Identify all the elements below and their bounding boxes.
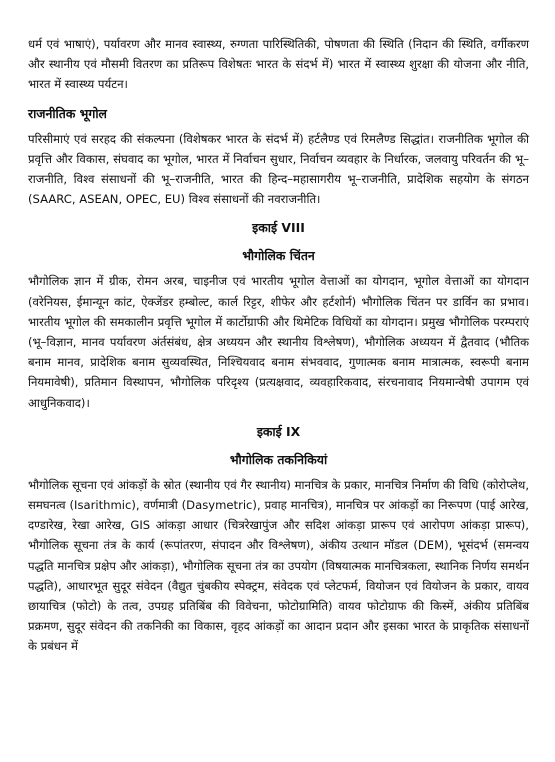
unit-8-paragraph: भौगोलिक ज्ञान में ग्रीक, रोमन अरब, चाइनीज एवं भारतीय भूगोल वेत्ताओं का योगदान, भूगोल वेत्ताओं का योगदान (वरेनियस, ईमान्यून कांट, ऐक्जेंडर हम्बोल्ट, कार्ल रिट्टर, शीफेर और हर्टशोर्न) भौगोलिक चिंतन पर डार्विन का प्रभाव। भारतीय भूगोल की समकालीन प्रवृत्ति भूगोल में कार्टोग्राफी और थिमेटिक विधियों का योगदान। प्रमुख भौगोलिक परम्पराएं (भू–विज्ञान, मानव पर्यावरण अंर्तसंबंध, क्षेत्र अध्ययन और स्थानीय विश्लेषण), भौगोलिक अध्ययन में द्वैतवाद (भौतिक बनाम मानव, प्रादेशिक बनाम सुव्यवस्थित, निश्चियवाद बनाम संभववाद, गुणात्मक बनाम मात्रात्मक, स्वरूपी बनाम नियमावेषी), प्रतिमान विस्थापन, भौगोलिक परिदृश्य (प्रत्यक्षवाद, व्यवहारिकवाद, संरचनावाद नियमान्वेषी उपागम एवं आधुनिकवाद)।: [28, 274, 529, 410]
unit-9-title: इकाई IX: [256, 423, 301, 439]
continued-paragraph: धर्म एवं भाषाएं), पर्यावरण और मानव स्वास्थ्य, रुग्णता पारिस्थितिकी, पोषणता की स्थिति (निदान की स्थिति, वर्गीकरण और स्थानीय एवं मौसमी वितरण का प्रतिरूप विशेषतः भारत के संदर्भ में) भारत में स्वास्थ्य शुरक्षा की योजना और नीति, भारत में स्वास्थ्य पर्यटन।: [28, 37, 529, 92]
unit-9-paragraph: भौगोलिक सूचना एवं आंकड़ों के स्रोत (स्थानीय एवं गैर स्थानीय) मानचित्र के प्रकार, मानचित्र निर्माण की विधि (कोरोप्लेथ, समघनत्व (Isarithmic), वर्णमात्री (Dasymetric), प्रवाह मानचित्र), मानचित्र पर आंकड़ों का निरूपण (पाई आरेख, दण्डारेख, रेखा आरेख, GIS आंकड़ा आधार (चित्ररेखापुंज और सदिश आंकड़ा प्रारूप एवं आरोपण आंकड़ा प्रारूप), भौगोलिक सूचना तंत्र के कार्य (रूपांतरण, संपादन और विश्लेषण), अंकीय उत्थान मॉडल (DEM), भूसंदर्भ (समन्वय पद्धति मानचित्र प्रक्षेप और आंकड़ा), भौगोलिक सूचना तंत्र का उपयोग (विषयात्मक मानचित्रकला, स्थानिक निर्णय समर्थन पद्धति), आधारभूत सुदूर संवेदन (वैद्युत चुंबकीय स्पेक्ट्रम, संवेदक एवं प्लेटफर्म, वियोजन एवं वियोजन के प्रकार, वायव छायाचित्र (फोटो) के तत्व, उपग्रह प्रतिबिंब की विवेचना, फोटोग्रामिति) वायव फोटोग्राफ की किस्में, अंकीय प्रतिबिंब प्रक्रमण, सुदूर संवेदन की तकनिकी का विकास, वृहद आंकड़ों का आदान प्रदान और इसका भारत के प्राकृतिक संसाधनों के प्रबंधन में: [28, 477, 529, 654]
unit-8-subtitle: भौगोलिक चिंतन: [242, 248, 315, 264]
unit-9-subtitle: भौगोलिक तकनिकियां: [229, 451, 328, 467]
political-geography-heading: राजनीतिक भूगोल: [28, 105, 107, 121]
political-geography-paragraph: परिसीमाएं एवं सरहद की संकल्पना (विशेषकर भारत के संदर्भ में) हर्टलैण्ड एवं रिमलैण्ड सिद्धांत। राजनीतिक भूगोल की प्रवृत्ति और विकास, संघवाद का भूगोल, भारत में निर्वाचन सुधार, निर्वाचन व्यवहार के निर्धारक, जलवायु परिवर्तन की भू–राजनीति, विश्व संसाधनों की भू–राजनीति, भारत की हिन्द–महासागरीय भू–राजनीति, प्रादेशिक सहयोग के संगठन (SAARC, ASEAN, OPEC, EU) विश्व संसाधनों की नवराजनीति।: [28, 131, 530, 207]
unit-8-title: इकाई VIII: [252, 220, 305, 236]
